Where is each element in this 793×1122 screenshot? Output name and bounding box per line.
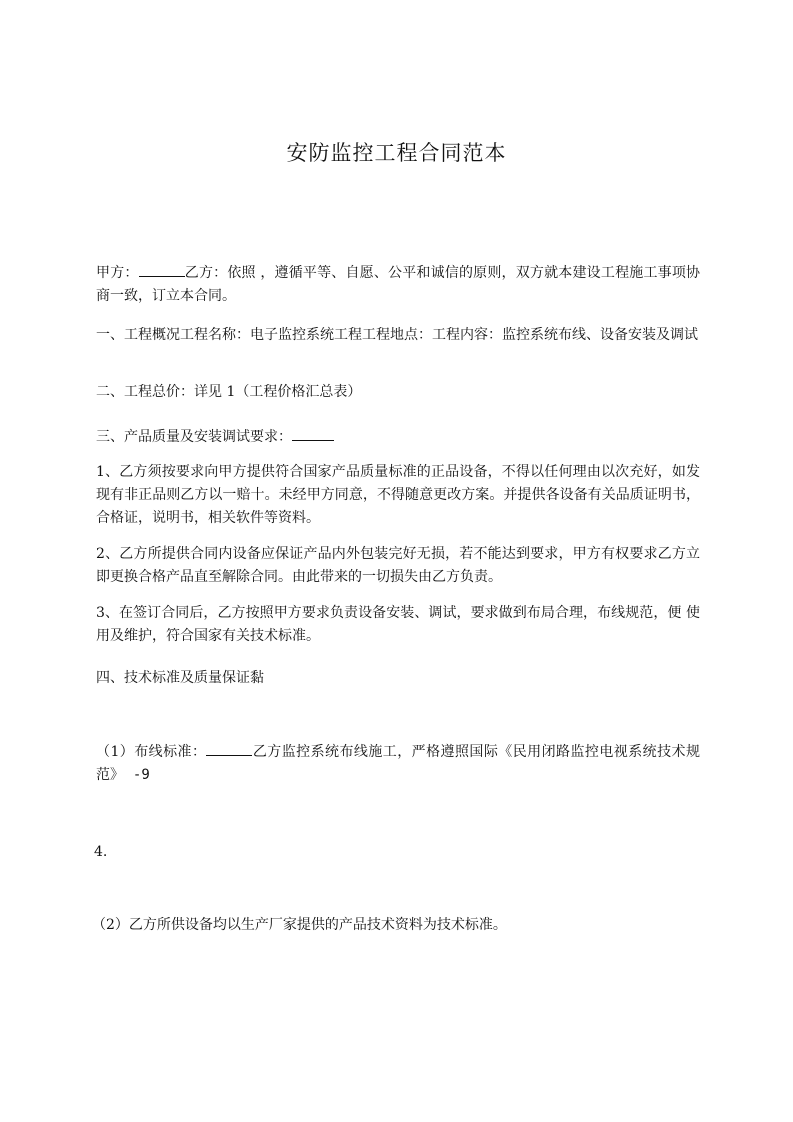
standard-1-blank <box>206 741 252 756</box>
party-a-blank <box>139 262 185 277</box>
standard-1-suffix: -9 <box>132 767 150 783</box>
section-1-overview: 一、工程概况工程名称：电子监控系统工程工程地点：工程内容：监控系统布线、设备安装及调试 <box>96 327 698 343</box>
standard-1-text: 乙方监控系统布线施工，严格遵照国际《民用闭路监控电视系统技术规范》 <box>96 744 700 783</box>
party-b-text: 乙方：依照 ，遵循平等、自愿、公平和诚信的原则，双方就本建设工程施工事项协商一致，订立本合同。 <box>96 265 701 304</box>
item-1-paragraph: 1、乙方须按要求向甲方提供符合国家产品质量标准的正品设备，不得以任何理由以次充好，如发现有非正品则乙方以一赔十。未经甲方同意，不得随意更改方案。并提供各设备有关品质证明书，合格证，说明书，相关软件等资料。 <box>96 464 700 526</box>
standard-1-label: （1）布线标准： <box>96 744 207 760</box>
page-fragment: 4. <box>94 844 108 860</box>
standard-2-paragraph: （2）乙方所供设备均以生产厂家提供的产品技术资料为技术标准。 <box>92 917 507 933</box>
section-3-label: 三、产品质量及安装调试要求： <box>96 429 292 445</box>
item-2-paragraph: 2、乙方所提供合同内设备应保证产品内外包装完好无损，若不能达到要求，甲方有权要求乙方立即更换合格产品直至解除合同。由此带来的一切损失由乙方负责。 <box>96 546 700 585</box>
party-a-label: 甲方： <box>96 265 139 281</box>
intro-paragraph <box>96 262 700 308</box>
section-2-price: 二、工程总价：详见 1（工程价格汇总表） <box>96 384 362 400</box>
item-3-paragraph: 3、在签订合同后，乙方按照甲方要求负责设备安装、调试，要求做到布局合理，布线规范，便 使用及维护，符合国家有关技术标准。 <box>96 605 700 644</box>
page-title: 安防监控工程合同范本 <box>286 141 507 165</box>
section-4-standards: 四、技术标准及质量保证黏 <box>96 670 264 686</box>
section-3-quality <box>96 426 700 449</box>
standard-1-paragraph <box>96 741 700 787</box>
section-3-blank <box>292 426 334 441</box>
